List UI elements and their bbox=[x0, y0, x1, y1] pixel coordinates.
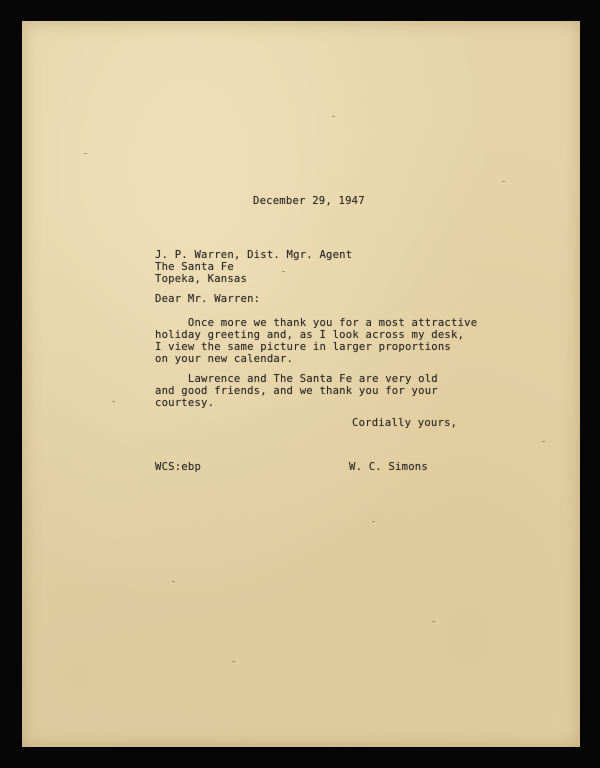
paper-speck bbox=[542, 441, 545, 442]
signature-name: W. C. Simons bbox=[349, 461, 428, 473]
paper-speck bbox=[432, 621, 435, 622]
letter-page bbox=[22, 21, 580, 747]
recipient-city: Topeka, Kansas bbox=[155, 273, 248, 285]
closing: Cordially yours, bbox=[352, 417, 458, 429]
paper-speck bbox=[232, 661, 235, 662]
salutation: Dear Mr. Warren: bbox=[155, 293, 261, 305]
body-paragraph-1-line-3: I view the same picture in larger proportions bbox=[155, 341, 452, 353]
paper-speck bbox=[372, 521, 375, 522]
paper-speck bbox=[172, 581, 175, 582]
body-paragraph-2-line-2: and good friends, and we thank you for your bbox=[155, 385, 438, 397]
paper-speck bbox=[282, 271, 285, 272]
recipient-company: The Santa Fe bbox=[155, 261, 234, 273]
body-paragraph-2-line-3: courtesy. bbox=[155, 397, 215, 409]
paper-speck bbox=[332, 116, 335, 117]
body-paragraph-1-line-2: holiday greeting and, as I look across my desk, bbox=[155, 329, 465, 341]
body-paragraph-1-line-4: on your new calendar. bbox=[155, 353, 294, 365]
paper-speck bbox=[112, 401, 115, 402]
body-paragraph-1-line-1: Once more we thank you for a most attractive bbox=[155, 317, 478, 329]
letter-date: December 29, 1947 bbox=[253, 195, 365, 207]
paper-speck bbox=[502, 181, 505, 182]
paper-speck bbox=[84, 153, 87, 154]
body-paragraph-2-line-1: Lawrence and The Santa Fe are very old bbox=[155, 373, 438, 385]
reference-initials: WCS:ebp bbox=[155, 461, 202, 473]
recipient-name: J. P. Warren, Dist. Mgr. Agent bbox=[155, 249, 353, 261]
